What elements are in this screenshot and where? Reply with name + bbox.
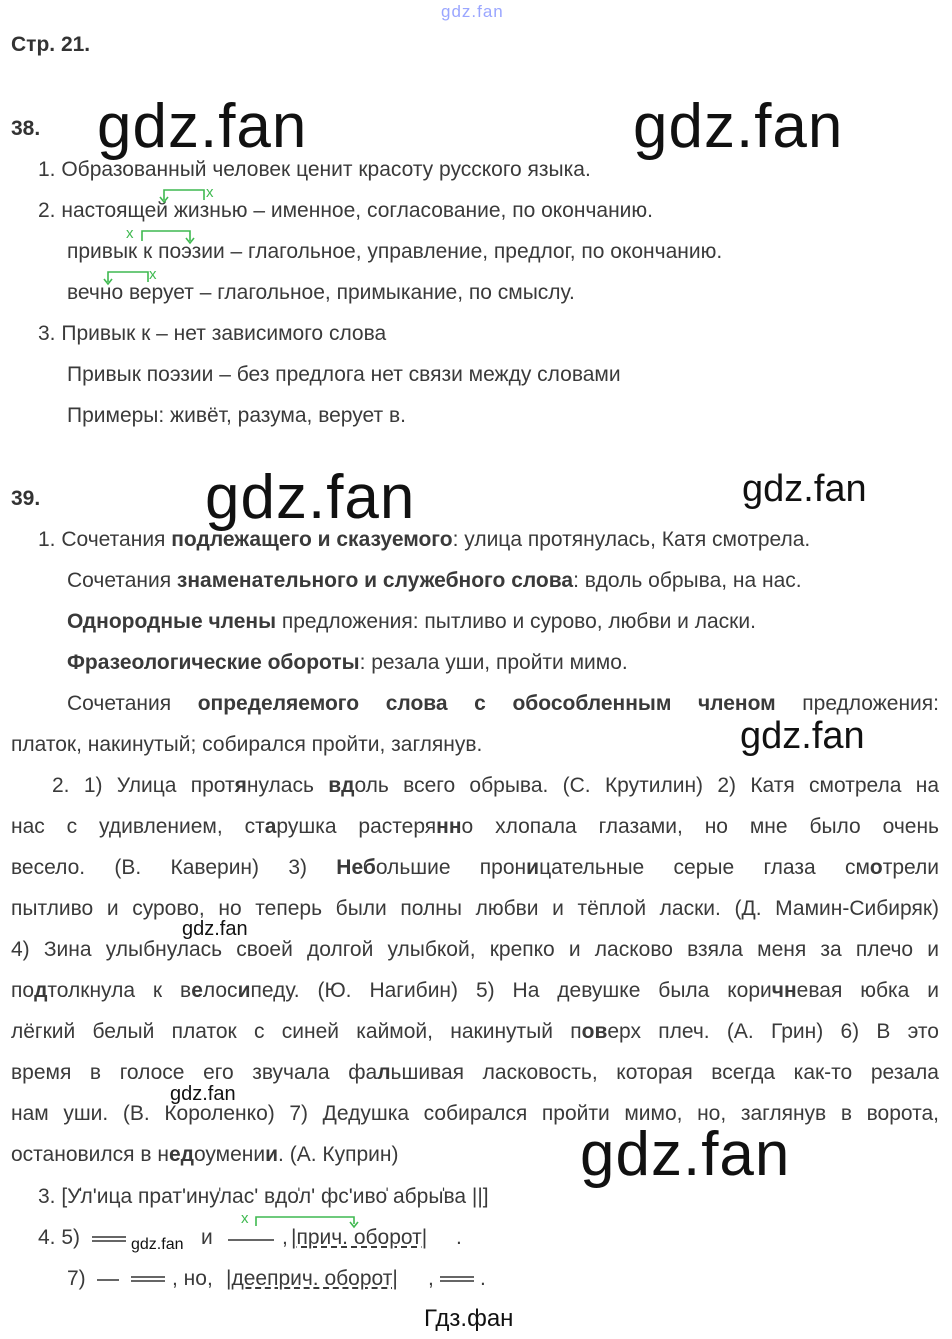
mark-x: x (206, 184, 214, 201)
ex39-scheme-5-label: 4. 5) (38, 1226, 81, 1249)
dash-line (97, 1278, 121, 1282)
ex39-item-2: Сочетания знаменательного и служебного слова: вдоль обрыва, на нас. (67, 569, 802, 592)
orthogram-letter: чн (771, 979, 797, 1002)
scheme-comma-no: , но, (172, 1267, 213, 1290)
text-run: лос (202, 979, 238, 1002)
defined-word-line (228, 1238, 276, 1242)
text-run: 2. 1) Улица прот (52, 774, 235, 797)
ex39-scheme-7-label: 7) (67, 1267, 86, 1290)
watermark: gdz.fan (97, 92, 308, 161)
gerund-phrase: |дееприч. оборот| (226, 1267, 398, 1290)
scheme-period: . (456, 1226, 462, 1249)
watermark: gdz.fan (205, 463, 416, 532)
orthogram-letter: л (377, 1061, 391, 1084)
orthogram-letter: а (264, 815, 277, 838)
scheme-period-2: . (480, 1267, 486, 1290)
text-run: евая юбка и (796, 979, 939, 1002)
ex38-line-2: 2. настоящей жизнью – именное, согласование, по окончанию. (38, 199, 653, 222)
text-run: остановился в н (11, 1143, 169, 1166)
watermark: gdz.fan (580, 1120, 791, 1189)
watermark: gdz.fan (742, 468, 867, 510)
text-run: трели (882, 856, 939, 879)
watermark: gdz.fan (182, 918, 248, 940)
ex39-item-1: 1. Сочетания подлежащего и сказуемого: улица протянулась, Катя смотрела. (38, 528, 811, 551)
text-run: нулась (246, 774, 329, 797)
ex38-line-4: вечно верует – глагольное, примыкание, по смыслу. (67, 281, 575, 304)
watermark: gdz.fan (131, 1236, 184, 1253)
text-run: . (А. Куприн) (278, 1143, 399, 1166)
orthogram-letter: о (869, 856, 883, 879)
paragraph-line (11, 1142, 399, 1168)
paragraph-line (11, 1060, 939, 1086)
orthogram-letter: Неб (336, 856, 376, 879)
paragraph-line (11, 855, 939, 881)
participial-phrase: |прич. оборот| (291, 1226, 428, 1249)
text-run: цательные серые глаза см (539, 856, 870, 879)
government-mark (140, 227, 200, 245)
ex39-item-3: Однородные члены предложения: пытливо и сурово, любви и ласки. (67, 610, 756, 633)
watermark-top: gdz.fan (441, 2, 504, 21)
text-run: пытливо и сурово, но теперь были полны любви и тёплой ласки. (Д. Мамин-Сибиряк) (11, 897, 939, 920)
ex38-line-1: 1. Образованный человек ценит красоту русского языка. (38, 158, 591, 181)
mark-x: x (149, 266, 157, 283)
paragraph-line (11, 1101, 939, 1127)
orthogram-letter: е (191, 979, 203, 1002)
orthogram-letter: нн (436, 815, 462, 838)
orthogram-letter: и (526, 856, 540, 879)
ex38-line-3: привык к поэзии – глагольное, управление, предлог, по окончанию. (67, 240, 723, 263)
orthogram-letter: ед (168, 1143, 194, 1166)
mark-x: x (126, 225, 134, 242)
paragraph-line (11, 978, 939, 1004)
predicate-underline (131, 1276, 167, 1284)
orthogram-letter: и (265, 1143, 279, 1166)
text-run: ьшивая ласковость, которая всегда как-то резала (390, 1061, 939, 1084)
paragraph-line (11, 1019, 939, 1045)
ex39-item-5: Сочетания определяемого слова с обособленным членом предложения: (67, 692, 939, 715)
orthogram-letter: я (234, 774, 247, 797)
text-run: весело. (В. Каверин) 3) (11, 856, 337, 879)
text-run: оумени (193, 1143, 266, 1166)
ex39-item-4: Фразеологические обороты: резала уши, пройти мимо. (67, 651, 628, 674)
mark-x: x (241, 1210, 249, 1227)
paragraph-line (52, 773, 939, 799)
paragraph-line (11, 814, 939, 840)
ex39-transcription: 3. [У̍л'ица прат'ину̍лас' вдо̍л' фс'иво̍ абры̍ва ||] (38, 1185, 489, 1208)
orthogram-letter: вд (328, 774, 355, 797)
text-run: лёгкий белый платок с синей каймой, накинутый п (11, 1020, 582, 1043)
text-run: рушка растеря (276, 815, 437, 838)
paragraph-line (11, 937, 939, 963)
text-run: ерх плеч. (А. Грин) 6) В это (607, 1020, 939, 1043)
text-run: оль всего обрыва. (С. Крутилин) 2) Катя смотрела на (354, 774, 940, 797)
ex38-line-5: 3. Привык к – нет зависимого слова (38, 322, 387, 345)
subject-underline (92, 1236, 128, 1244)
scheme-comma-2: , (428, 1267, 434, 1290)
text-run: нас с удивлением, ст (11, 815, 265, 838)
text-run: по (11, 979, 35, 1002)
text-run: о хлопала глазами, но мне было очень (461, 815, 939, 838)
paragraph-line (11, 896, 939, 922)
text-run: нам уши. (В. Короленко) 7) Дедушка собирался пройти мимо, но, заглянув в ворота, (11, 1102, 939, 1125)
text-run: ольшие прон (375, 856, 527, 879)
participle-link-mark (254, 1214, 364, 1232)
page-label: Стр. 21. (11, 33, 91, 56)
text-run: время в голосе его звучала фа (11, 1061, 378, 1084)
orthogram-letter: д (34, 979, 48, 1002)
orthogram-letter: и (237, 979, 251, 1002)
exercise-39-number: 39. (11, 487, 41, 510)
footer-watermark: Гдз.фан (424, 1305, 514, 1332)
predicate-underline (440, 1276, 476, 1284)
watermark: gdz.fan (740, 715, 865, 757)
text-run: толкнула к в (47, 979, 192, 1002)
ex38-line-7: Примеры: живёт, разума, верует в. (67, 404, 406, 427)
ex39-item-5-cont: платок, накинутый; собирался пройти, заглянув. (11, 733, 483, 756)
ex38-line-6: Привык поэзии – без предлога нет связи между словами (67, 363, 621, 386)
scheme-comma: , (282, 1226, 288, 1249)
text-run: 4) Зина улыбнулась своей долгой улыбкой, крепко и ласково взяла меня за плечо и (11, 938, 939, 961)
text-run: педу. (Ю. Нагибин) 5) На девушке была кори (250, 979, 772, 1002)
exercise-38-number: 38. (11, 117, 41, 140)
orthogram-letter: ов (581, 1020, 608, 1043)
scheme-and: и (201, 1226, 213, 1249)
watermark: gdz.fan (170, 1083, 236, 1105)
watermark: gdz.fan (633, 92, 844, 161)
